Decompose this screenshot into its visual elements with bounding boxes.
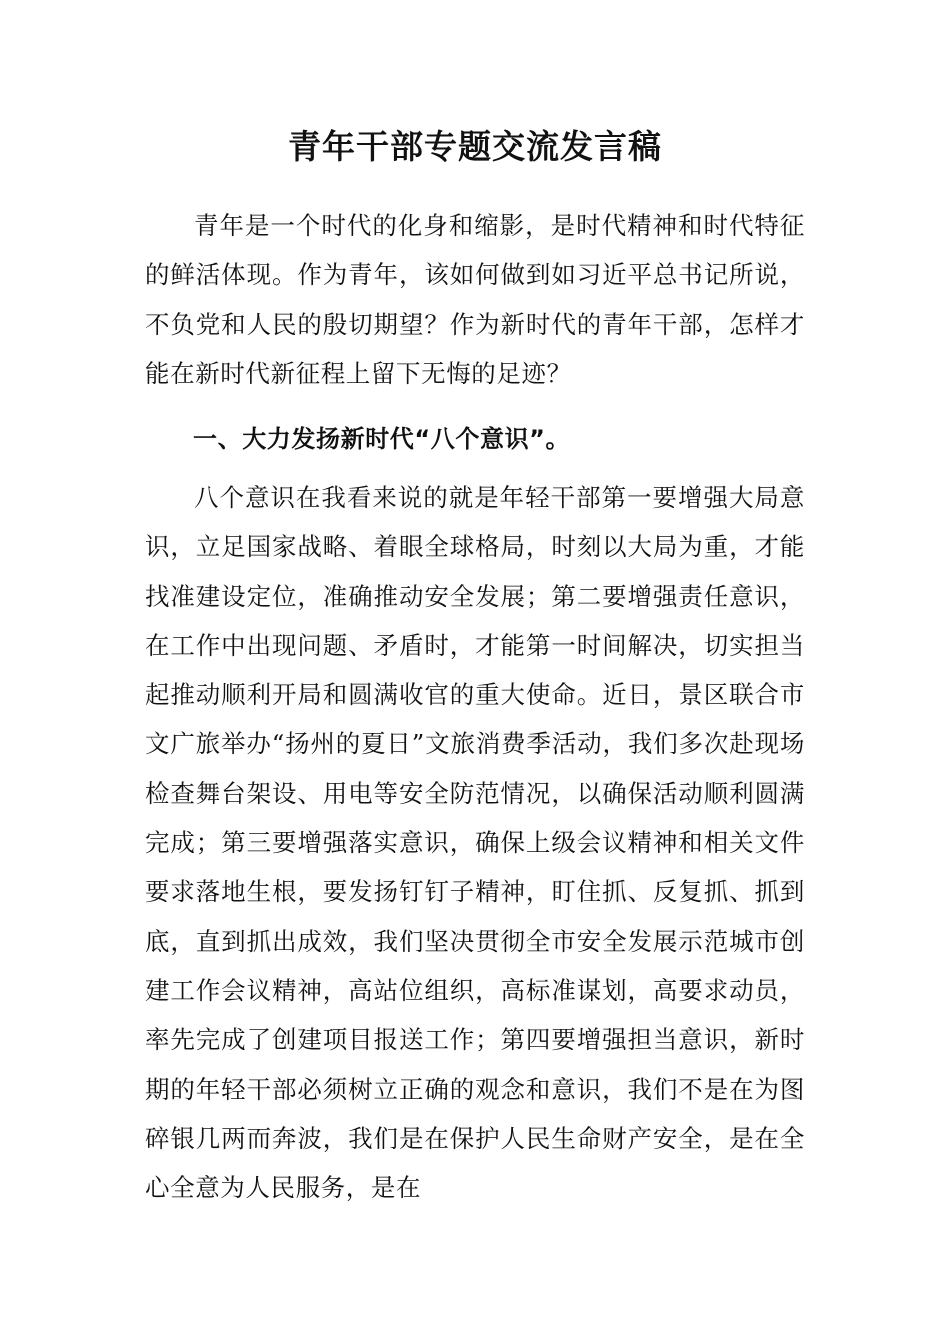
body-paragraph: 八个意识在我看来说的就是年轻干部第一要增强大局意识，立足国家战略、着眼全球格局，时刻以大局为重，才能找准建设定位，准确推动安全发展；第二要增强责任意识，在工作中出现问题、矛盾时，才能第一时间解决，切实担当起推动顺利开局和圆满收官的重大使命。近日，景区联合市文广旅举办“扬州的夏日”文旅消费季活动，我们多次赴现场检查舞台架设、用电等安全防范情况，以确保活动顺利圆满完成；第三要增强落实意识，确保上级会议精神和相关文件要求落地生根，要发扬钉钉子精神，盯住抓、反复抓、抓到底，直到抓出成效，我们坚决贯彻全市安全发展示范城市创建工作会议精神，高站位组织，高标准谋划，高要求动员，率先完成了创建项目报送工作；第四要增强担当意识，新时期的年轻干部必须树立正确的观念和意识，我们不是在为图碎银几两而奔波，我们是在保护人民生命财产安全，是在全心全意为人民服务，是在 — [145, 483, 805, 1203]
intro-paragraph: 青年是一个时代的化身和缩影，是时代精神和时代特征的鲜活体现。作为青年，该如何做到如习近平总书记所说，不负党和人民的殷切期望？作为新时代的青年干部，怎样才能在新时代新征程上留下无悔的足迹？ — [145, 211, 805, 388]
document-title: 青年干部专题交流发言稿 — [288, 127, 662, 166]
section-heading: 一、大力发扬新时代“八个意识”。 — [193, 425, 571, 453]
